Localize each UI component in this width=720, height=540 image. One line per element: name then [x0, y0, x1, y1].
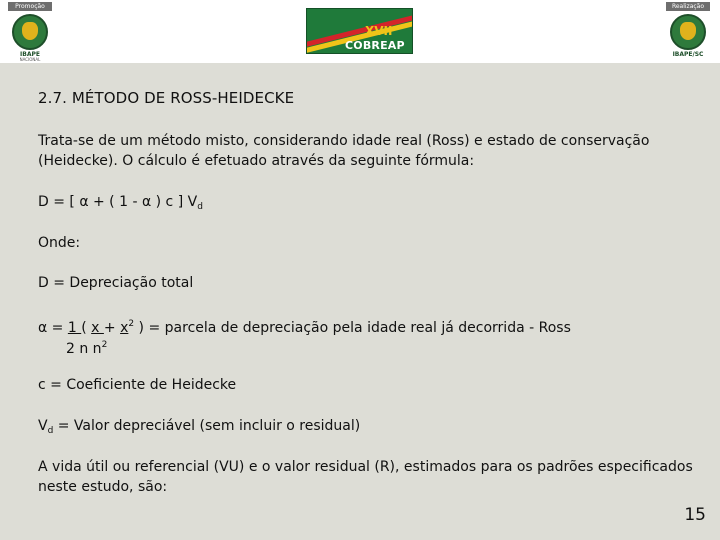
- alpha-denominator-superscript: 2: [101, 340, 108, 350]
- page-number: 15: [684, 505, 706, 525]
- onde-label: Onde:: [38, 235, 81, 251]
- alpha-denominators: [66, 336, 107, 358]
- slide-heading: 2.7. MÉTODO DE ROSS-HEIDECKE: [38, 89, 295, 107]
- ibape-nacional-logo: [2, 2, 58, 62]
- closing-line-2: neste estudo, são:: [38, 479, 168, 495]
- cobreap-edition: XVII: [365, 24, 393, 38]
- formula-main: D = [ α + ( 1 - α ) c ] V: [38, 194, 198, 210]
- formula: [38, 193, 203, 216]
- logo-name-ibape: IBAPE: [20, 51, 40, 58]
- alpha-superscript: 2: [128, 319, 135, 329]
- definition-c: c = Coeficiente de Heidecke: [38, 377, 237, 393]
- alpha-fraction-numerator: 1: [67, 320, 82, 336]
- alpha-description: ) = parcela de depreciação pela idade real já decorrida - Ross: [134, 320, 571, 336]
- alpha-prefix: α =: [38, 320, 68, 336]
- alpha-x-over-n: x: [91, 320, 104, 336]
- logo-tag-realizacao: Realização: [666, 2, 710, 11]
- alpha-x-squared: x: [120, 320, 129, 336]
- vd-subscript: d: [47, 426, 54, 436]
- header-bar: [0, 0, 720, 63]
- ibape-sc-logo: [660, 2, 716, 62]
- alpha-plus: +: [103, 320, 121, 336]
- intro-line-2: (Heidecke). O cálculo é efetuado através da seguinte fórmula:: [38, 153, 475, 169]
- closing-line-1: A vida útil ou referencial (VU) e o valor residual (R), estimados para os padrões especificados: [38, 459, 693, 475]
- vd-description: = Valor depreciável (sem incluir o residual): [53, 418, 361, 434]
- cobreap-name: COBREAP: [345, 39, 405, 52]
- intro-line-1: Trata-se de um método misto, considerando idade real (Ross) e estado de conservação: [38, 133, 650, 149]
- definition-alpha: [38, 315, 571, 337]
- vd-symbol: V: [38, 418, 48, 434]
- ibape-emblem-icon: [12, 14, 48, 50]
- logo-name-ibape-sc: IBAPE/SC: [672, 51, 704, 58]
- alpha-paren-open: (: [81, 320, 92, 336]
- definition-vd: [38, 417, 360, 440]
- ibape-sc-emblem-icon: [670, 14, 706, 50]
- logo-tag-promocao: Promoção: [8, 2, 52, 11]
- logo-sub-nacional: NACIONAL: [19, 57, 41, 62]
- alpha-denominator-text: 2 n n: [66, 341, 102, 357]
- cobreap-logo: [306, 8, 413, 54]
- formula-subscript: d: [197, 202, 203, 212]
- definition-d: D = Depreciação total: [38, 275, 194, 291]
